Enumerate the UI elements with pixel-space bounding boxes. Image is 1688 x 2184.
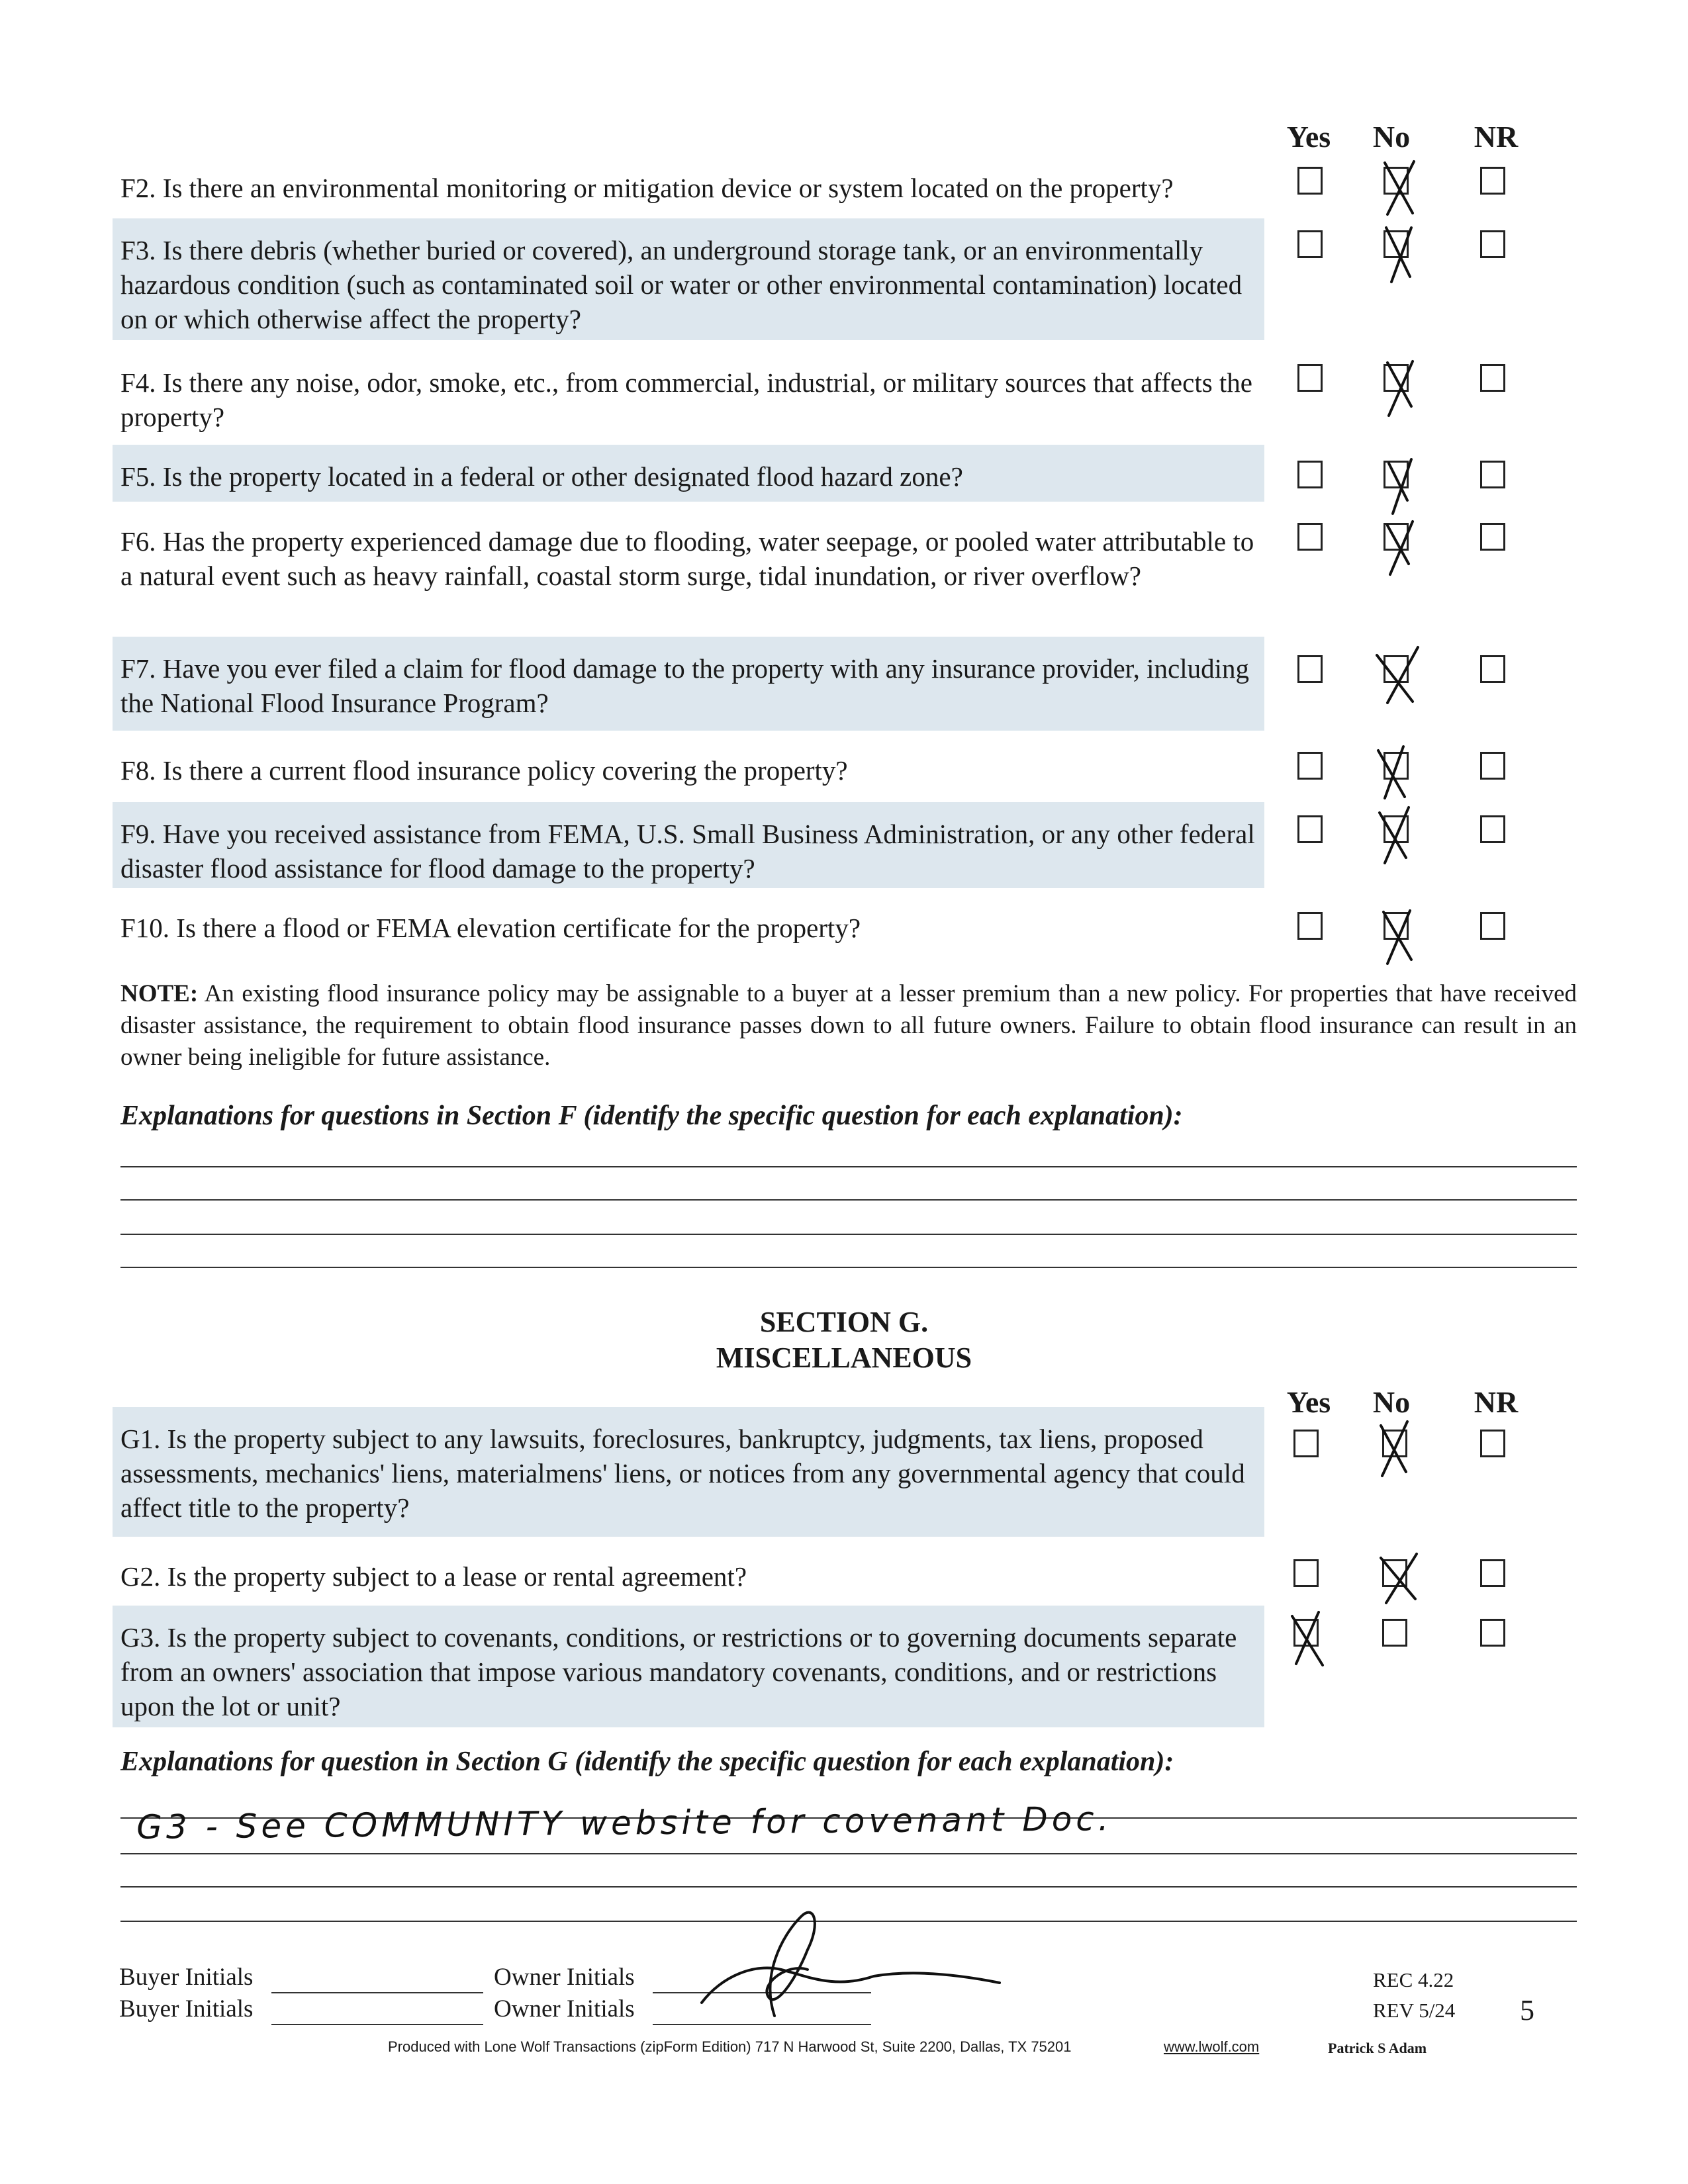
produced-by-text: Produced with Lone Wolf Transactions (zipForm Edition) 717 N Harwood St, Suite 2200, Dallas, TX 75201 [388, 2038, 1072, 2055]
handwritten-x-mark [1378, 516, 1421, 580]
checkbox-f4-yes[interactable] [1297, 364, 1323, 392]
header-no-f: No [1372, 120, 1411, 154]
question-row-g3 [113, 1606, 1264, 1727]
handwritten-explanation-g3: G3 - See COMMUNITY website for covenant Doc. [136, 1799, 1113, 1846]
checkbox-f2-yes[interactable] [1297, 167, 1323, 195]
question-row-g1 [113, 1407, 1264, 1537]
checkbox-g1-yes[interactable] [1293, 1430, 1319, 1457]
section-g-subtitle: MISCELLANEOUS [716, 1342, 972, 1374]
explanation-line-f-1[interactable] [120, 1166, 1577, 1167]
handwritten-x-mark [1372, 643, 1425, 707]
note-text: An existing flood insurance policy may be assignable to a buyer at a lesser premium than a new policy. For properties that have received disaster assistance, the requirement to obtain flood insurance passes down to all future owners. Failure to obtain flood insurance can result in an owner being ineligible for future assistance. [120, 980, 1577, 1071]
question-text: F3. Is there debris (whether buried or covered), an underground storage tank, or an environmentally hazardous condition (such as contaminated soil or water or other environmental contamination) located on or which otherwise affect the property? [120, 235, 1243, 334]
question-row-f8 [113, 739, 1264, 798]
question-row-f7 [113, 637, 1264, 731]
question-row-f9 [113, 802, 1264, 888]
flood-insurance-note [120, 978, 1577, 1073]
explanation-line-g-3[interactable] [120, 1886, 1577, 1888]
section-g-explanations-label: Explanations for question in Section G (identify the specific question for each explanation): [120, 1747, 1174, 1777]
checkbox-f10-yes[interactable] [1297, 912, 1323, 940]
page-number: 5 [1520, 1994, 1534, 2026]
checkbox-g1-nr[interactable] [1480, 1430, 1505, 1457]
buyer-initials-field-2[interactable] [271, 2024, 483, 2025]
question-text: F7. Have you ever filed a claim for flood damage to the property with any insurance provider, including the National Flood Insurance Program? [120, 653, 1250, 718]
checkbox-f9-nr[interactable] [1480, 815, 1505, 843]
checkbox-f8-nr[interactable] [1480, 752, 1505, 780]
checkbox-f7-yes[interactable] [1297, 655, 1323, 683]
question-row-f2 [113, 156, 1264, 209]
question-text: F6. Has the property experienced damage due to flooding, water seepage, or pooled water attributable to a natural event such as heavy rainfall, coastal storm surge, tidal inundation, or river overflow? [120, 526, 1254, 591]
question-text: G2. Is the property subject to a lease or rental agreement? [120, 1561, 747, 1592]
section-g-title: SECTION G. [759, 1306, 929, 1338]
question-text: F2. Is there an environmental monitoring or mitigation device or system located on the property? [120, 173, 1174, 203]
lwolf-website-link[interactable]: www.lwolf.com [1164, 2038, 1260, 2055]
checkbox-f10-nr[interactable] [1480, 912, 1505, 940]
checkbox-g2-yes[interactable] [1293, 1559, 1319, 1587]
checkbox-g2-nr[interactable] [1480, 1559, 1505, 1587]
buyer-initials-label-1: Buyer Initials [119, 1964, 254, 1991]
question-row-f4 [113, 351, 1264, 437]
checkbox-g3-nr[interactable] [1480, 1619, 1505, 1647]
question-row-g2 [113, 1545, 1264, 1602]
header-yes-f: Yes [1286, 120, 1331, 154]
question-text: F9. Have you received assistance from FEMA, U.S. Small Business Administration, or any other federal disaster flood assistance for flood damage to the property? [120, 819, 1255, 884]
buyer-initials-label-2: Buyer Initials [119, 1995, 254, 2023]
signature-scribble [675, 1897, 1006, 2029]
handwritten-x-mark [1378, 156, 1421, 220]
checkbox-f9-yes[interactable] [1297, 815, 1323, 843]
question-row-f10 [113, 896, 1264, 956]
header-no-g: No [1372, 1385, 1411, 1419]
handwritten-x-mark [1373, 802, 1415, 866]
header-yes-g: Yes [1286, 1385, 1331, 1419]
handwritten-x-mark [1378, 454, 1421, 518]
explanation-line-g-2[interactable] [120, 1853, 1577, 1854]
header-nr-g: NR [1474, 1385, 1519, 1419]
handwritten-x-mark [1373, 1546, 1426, 1610]
header-nr-f: NR [1474, 120, 1519, 154]
handwritten-x-mark [1286, 1606, 1328, 1669]
question-row-f3 [113, 218, 1264, 340]
question-text: F5. Is the property located in a federal or other designated flood hazard zone? [120, 461, 963, 492]
section-f-explanations-label: Explanations for questions in Section F (identify the specific question for each explanation): [120, 1101, 1183, 1131]
question-row-f5 [113, 445, 1264, 502]
checkbox-f3-nr[interactable] [1480, 230, 1505, 258]
form-revision: REV 5/24 [1373, 1999, 1456, 2022]
question-text: G1. Is the property subject to any lawsuits, foreclosures, bankruptcy, judgments, tax liens, proposed assessments, mechanics' liens, materialmens' liens, or notices from any governmental agency that could affect title to the property? [120, 1424, 1245, 1523]
checkbox-f8-yes[interactable] [1297, 752, 1323, 780]
checkbox-f3-yes[interactable] [1297, 230, 1323, 258]
buyer-initials-field-1[interactable] [271, 1992, 483, 1993]
handwritten-x-mark [1378, 355, 1421, 418]
checkbox-f7-nr[interactable] [1480, 655, 1505, 683]
owner-initials-label-1: Owner Initials [494, 1964, 635, 1991]
explanation-line-f-2[interactable] [120, 1199, 1577, 1201]
handwritten-x-mark [1373, 1416, 1415, 1480]
checkbox-g3-no[interactable] [1382, 1619, 1407, 1647]
checkbox-f4-nr[interactable] [1480, 364, 1505, 392]
owner-initials-label-2: Owner Initials [494, 1995, 635, 2023]
question-text: F8. Is there a current flood insurance policy covering the property? [120, 755, 848, 786]
question-row-f6 [113, 510, 1264, 629]
question-text: F10. Is there a flood or FEMA elevation certificate for the property? [120, 913, 861, 943]
handwritten-x-mark [1378, 221, 1421, 285]
explanation-line-f-4[interactable] [120, 1267, 1577, 1268]
note-label: NOTE: [120, 980, 199, 1007]
agent-name: Patrick S Adam [1328, 2040, 1427, 2056]
question-text: F4. Is there any noise, odor, smoke, etc., from commercial, industrial, or military sources that affects the property? [120, 367, 1253, 432]
form-code: REC 4.22 [1373, 1968, 1454, 1991]
checkbox-f2-nr[interactable] [1480, 167, 1505, 195]
question-text: G3. Is the property subject to covenants, conditions, or restrictions or to governing documents separate from an owners' association that impose various mandatory covenants, conditions, and or restrictions upon the lot or unit? [120, 1622, 1237, 1721]
checkbox-f5-nr[interactable] [1480, 461, 1505, 488]
handwritten-x-mark [1373, 741, 1415, 805]
explanation-line-f-3[interactable] [120, 1234, 1577, 1235]
checkbox-f6-yes[interactable] [1297, 523, 1323, 551]
checkbox-f6-nr[interactable] [1480, 523, 1505, 551]
checkbox-f5-yes[interactable] [1297, 461, 1323, 488]
handwritten-x-mark [1377, 904, 1419, 968]
